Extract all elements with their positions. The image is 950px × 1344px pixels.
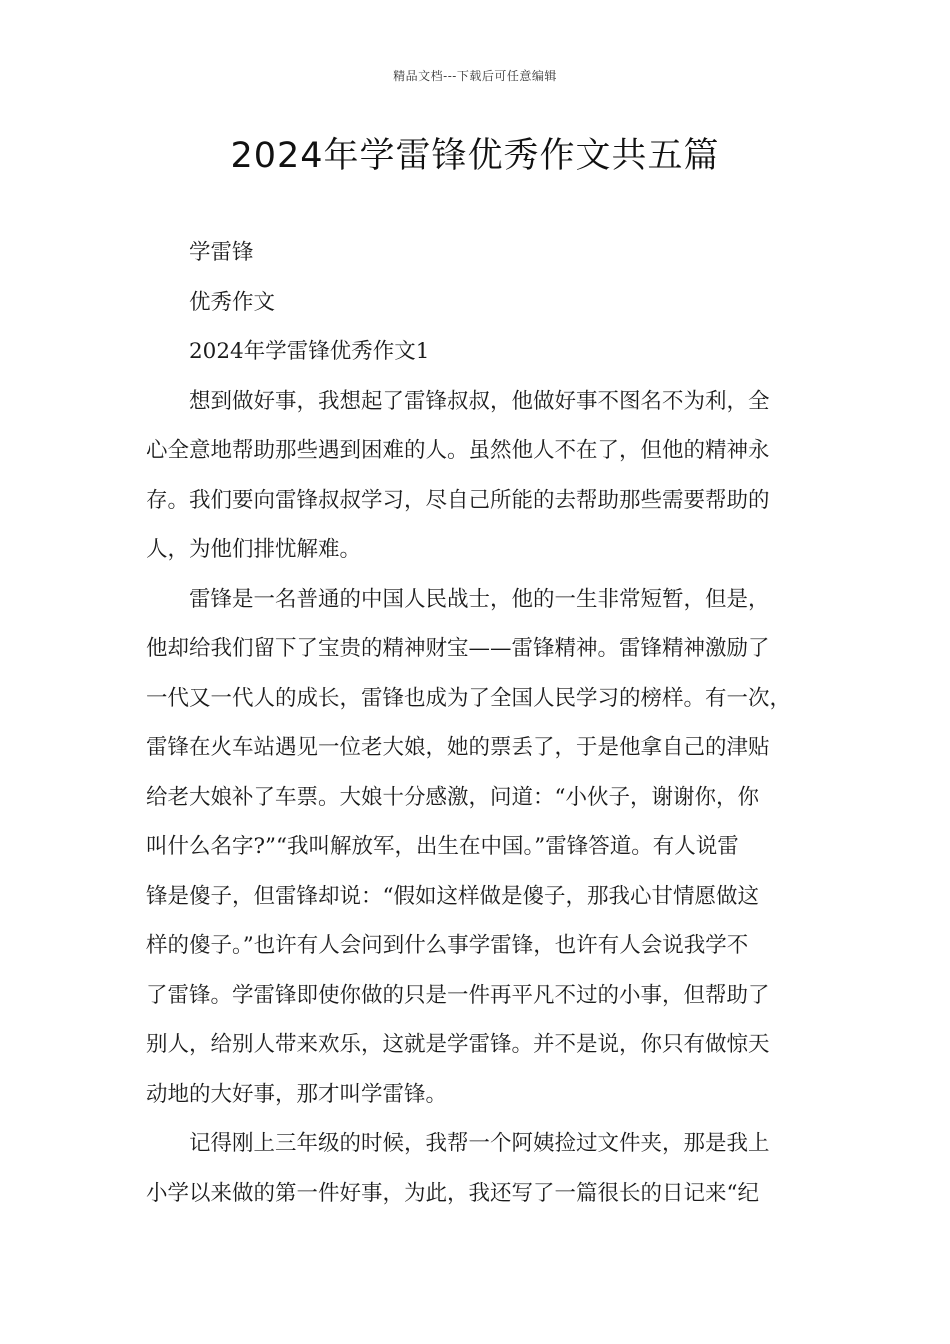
- text-line: 雷锋是一名普通的中国人民战士，他的一生非常短暂，但是，: [189, 586, 770, 612]
- text-line: 2024年学雷锋优秀作文1: [189, 339, 430, 364]
- text-line: 人，为他们排忧解难。: [146, 537, 362, 562]
- document-body: [146, 228, 808, 1218]
- text-line: 叫什么名字?”“我叫解放军，出生在中国。”雷锋答道。有人说雷: [146, 834, 739, 859]
- text-line: 想到做好事，我想起了雷锋叔叔，他做好事不图名不为利，全: [189, 388, 770, 414]
- text-line: 别人，给别人带来欢乐，这就是学雷锋。并不是说，你只有做惊天: [146, 1032, 770, 1057]
- text-line: 锋是傻子，但雷锋却说：“假如这样做是傻子，那我心甘情愿做这: [146, 883, 759, 909]
- text-line: 样的傻子。”也许有人会问到什么事学雷锋，也许有人会说我学不: [146, 933, 749, 958]
- text-line: 优秀作文: [189, 289, 276, 315]
- text-line: 雷锋在火车站遇见一位老大娘，她的票丢了，于是他拿自己的津贴: [146, 735, 770, 760]
- text-line: 小学以来做的第一件好事，为此，我还写了一篇很长的日记来“纪: [146, 1180, 759, 1206]
- text-line: 记得刚上三年级的时候，我帮一个阿姨捡过文件夹，那是我上: [189, 1131, 770, 1156]
- text-line: 动地的大好事，那才叫学雷锋。: [146, 1081, 448, 1107]
- text-line: 学雷锋: [189, 240, 254, 265]
- text-line: 存。我们要向雷锋叔叔学习，尽自己所能的去帮助那些需要帮助的: [146, 487, 770, 513]
- document-title: 2024年学雷锋优秀作文共五篇: [230, 136, 720, 176]
- text-line: 他却给我们留下了宝贵的精神财宝——雷锋精神。雷锋精神激励了: [146, 636, 770, 661]
- text-line: 心全意地帮助那些遇到困难的人。虽然他人不在了，但他的精神永: [146, 438, 770, 463]
- text-line: 给老大娘补了车票。大娘十分感激，问道：“小伙子，谢谢你，你: [146, 784, 759, 810]
- header-note: 精品文档---下载后可任意编辑: [393, 69, 557, 83]
- text-line: 了雷锋。学雷锋即使你做的只是一件再平凡不过的小事，但帮助了: [146, 982, 770, 1008]
- text-line: 一代又一代人的成长，雷锋也成为了全国人民学习的榜样。有一次，: [146, 685, 792, 711]
